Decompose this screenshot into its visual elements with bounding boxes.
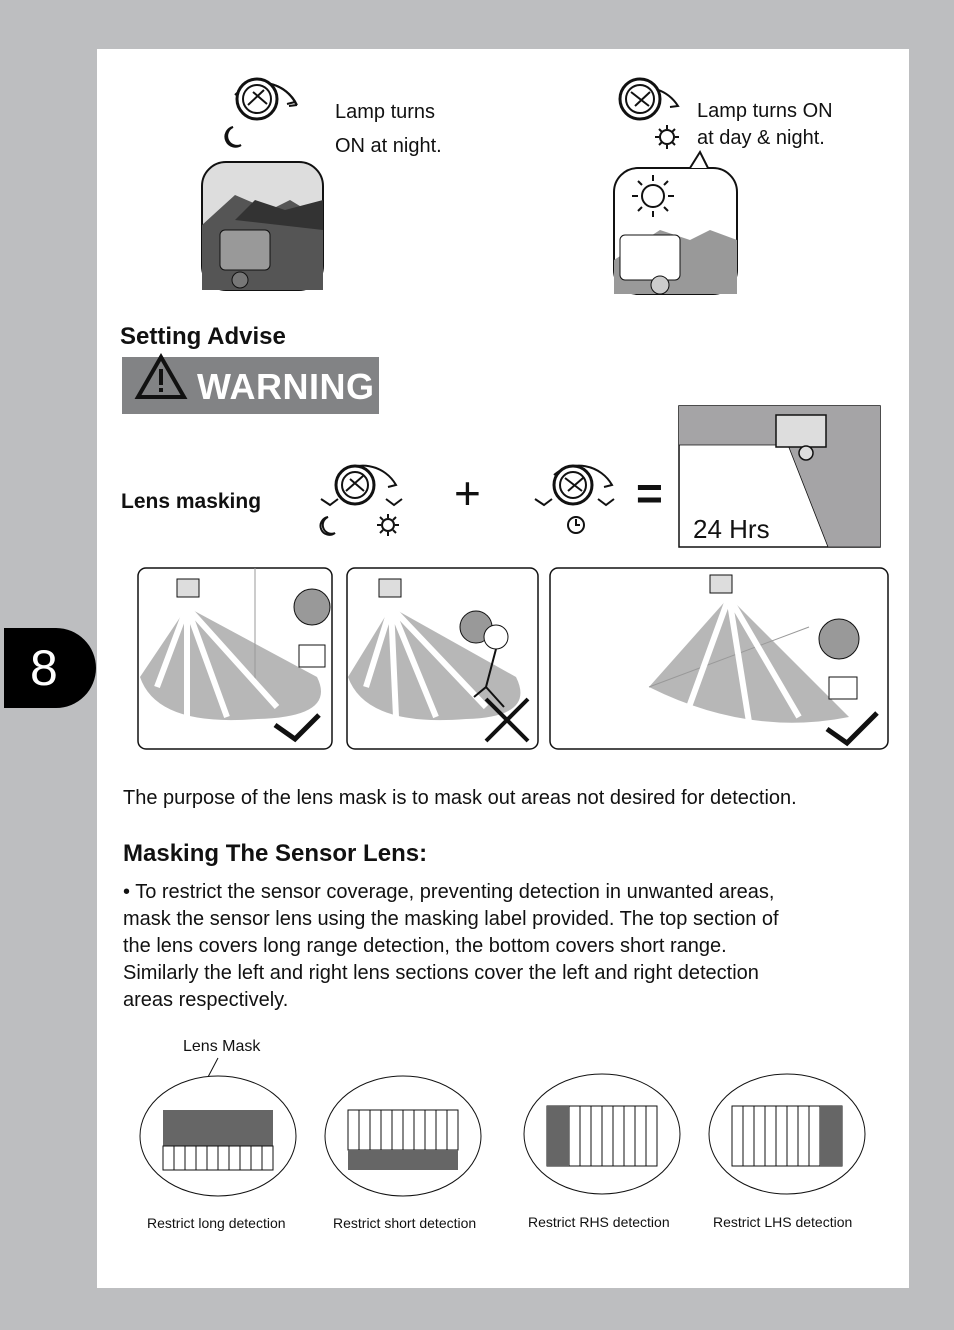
lens-caption-rhs: Restrict RHS detection: [528, 1214, 670, 1230]
caption-line: Lamp turns: [335, 101, 436, 123]
lamp-24hrs-label: 24 Hrs: [693, 514, 770, 544]
lens-mask-callout: Lens Mask: [183, 1038, 261, 1055]
page-number: 8: [30, 640, 58, 696]
lens-caption-lhs: Restrict LHS detection: [713, 1214, 853, 1230]
instruction-line: the lens covers long range detection, the bottom covers short range.: [123, 935, 727, 957]
purpose-text: The purpose of the lens mask is to mask out areas not desired for detection.: [123, 787, 797, 809]
instruction-line: mask the sensor lens using the masking label provided. The top section of: [123, 908, 779, 930]
lens-diagram-restrict-long: [138, 1075, 298, 1198]
caption-line: ON at night.: [335, 135, 442, 157]
lens-diagram-restrict-short: [323, 1075, 483, 1198]
equals-sign: =: [636, 467, 663, 519]
caption-line: Lamp turns ON: [697, 100, 833, 122]
lens-caption-long: Restrict long detection: [147, 1215, 286, 1231]
lens-caption-short: Restrict short detection: [333, 1215, 477, 1231]
caption-line: at day & night.: [697, 127, 825, 149]
setting-advise-heading: Setting Advise: [120, 323, 286, 350]
masking-heading: Masking The Sensor Lens:: [123, 840, 428, 867]
instruction-line: areas respectively.: [123, 989, 289, 1011]
lens-masking-label: Lens masking: [121, 490, 262, 513]
lens-diagram-restrict-lhs: [707, 1073, 867, 1196]
bullet: •: [123, 881, 131, 903]
warning-label: WARNING: [197, 366, 375, 407]
plus-sign: +: [454, 467, 481, 519]
lens-diagram-restrict-rhs: [522, 1073, 682, 1196]
instruction-line: Similarly the left and right lens sections cover the left and right detection: [123, 962, 759, 984]
instruction-text: To restrict the sensor coverage, preventing detection in unwanted areas,: [135, 881, 775, 903]
